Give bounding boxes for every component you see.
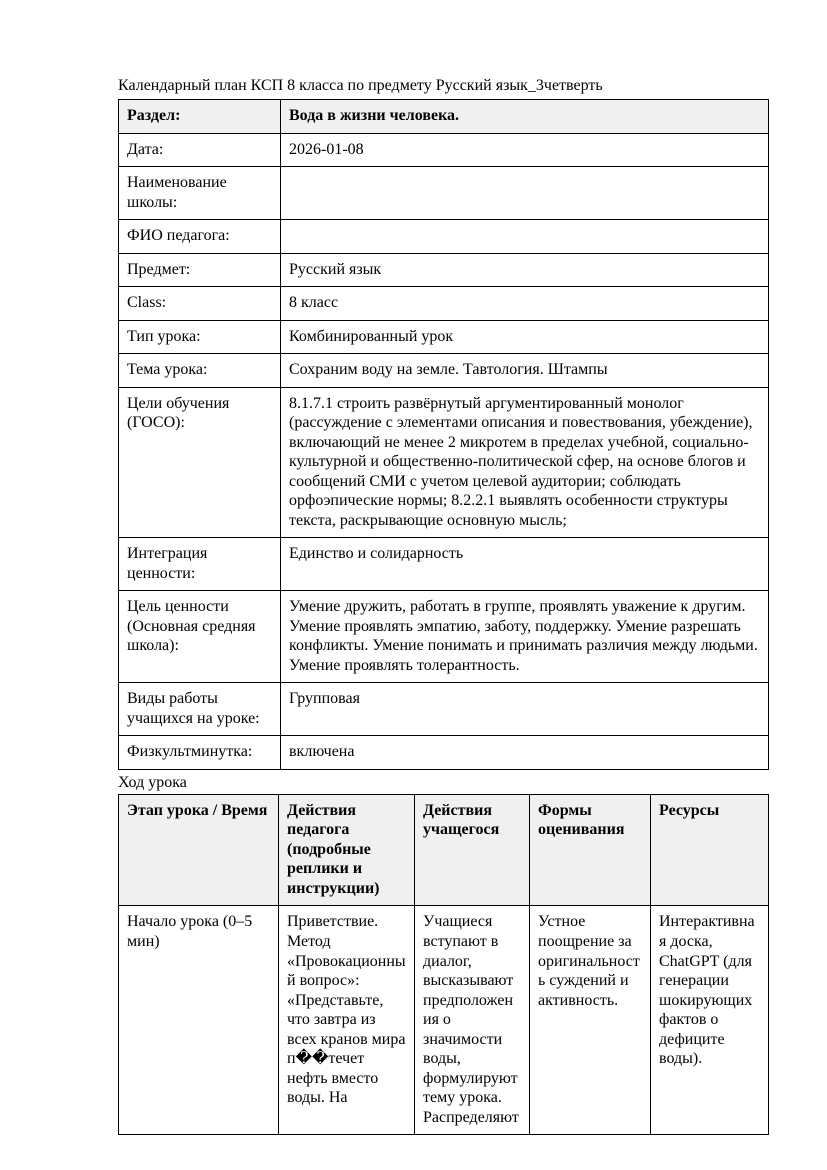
info-value-cell: 8.1.7.1 строить развёрнутый аргументированный монолог (рассуждение с элементами описания и повествования, убеждение), включающий не менее 2 микротем в пределах учебной, социально-культурной и общественно-политической сфер, на основе блогов и сообщений СМИ с учетом целевой аудитории; соблюдать орфоэпические нормы; 8.2.2.1 выявлять особенности структуры текста, раскрывающие основную мысль; xyxy=(281,387,769,538)
info-label-cell: Физкультминутка: xyxy=(119,736,281,770)
info-label-cell: Наименование школы: xyxy=(119,167,281,220)
header-cell-resources: Ресурсы xyxy=(651,794,769,906)
resources-cell: Интерактивная доска, ChatGPT (для генерации шокирующих фактов о дефиците воды). xyxy=(651,906,769,1135)
lesson-flow-header-row xyxy=(119,794,769,906)
info-row-date xyxy=(119,133,769,167)
info-label-cell: Тип урока: xyxy=(119,320,281,354)
info-row-lesson-type xyxy=(119,320,769,354)
info-row-razdel xyxy=(119,100,769,134)
info-label-cell: Цели обучения (ГОСО): xyxy=(119,387,281,538)
info-value-cell: Единство и солидарность xyxy=(281,538,769,591)
info-row-values-goal xyxy=(119,591,769,683)
info-row-values-integration xyxy=(119,538,769,591)
stage-cell: Начало урока (0–5 мин) xyxy=(119,906,279,1135)
info-label-cell: Интеграция ценности: xyxy=(119,538,281,591)
info-row-work-types xyxy=(119,683,769,736)
info-value-cell: 8 класс xyxy=(281,287,769,321)
header-cell-stage: Этап урока / Время xyxy=(119,794,279,906)
info-value-cell: Русский язык xyxy=(281,253,769,287)
info-label-cell: Цель ценности (Основная средняя школа): xyxy=(119,591,281,683)
info-row-phys-minute xyxy=(119,736,769,770)
info-value-cell: Умение дружить, работать в группе, проявлять уважение к другим. Умение проявлять эмпатию, заботу, поддержку. Умение разрешать конфликты. Умение понимать и принимать различия между людьми. Умение проявлять толерантность. xyxy=(281,591,769,683)
teacher-actions-cell: Приветствие. Метод «Провокационный вопрос»: «Представьте, что завтра из всех кранов мира п��течет нефть вместо воды. На xyxy=(279,906,415,1135)
info-row-learning-goals xyxy=(119,387,769,538)
info-label-cell: ФИО педагога: xyxy=(119,220,281,254)
lesson-flow-heading: Ход урока xyxy=(118,773,187,791)
student-actions-cell: Учащиеся вступают в диалог, высказывают предположения о значимости воды, формулируют тему урока. Распределяют xyxy=(415,906,530,1135)
info-value-cell: Комбинированный урок xyxy=(281,320,769,354)
lesson-flow-row-start xyxy=(119,906,769,1135)
lesson-flow-table xyxy=(118,794,769,1135)
info-value-cell: 2026-01-08 xyxy=(281,133,769,167)
document-title: Календарный план КСП 8 класса по предмету Русский язык_3четверть xyxy=(118,77,603,94)
info-label-cell: Class: xyxy=(119,287,281,321)
info-row-lesson-topic xyxy=(119,354,769,388)
info-value-cell xyxy=(281,220,769,254)
info-label-cell: Предмет: xyxy=(119,253,281,287)
header-cell-teacher-actions: Действия педагога (подробные реплики и инструкции) xyxy=(279,794,415,906)
info-row-subject xyxy=(119,253,769,287)
header-cell-student-actions: Действия учащегося xyxy=(415,794,530,906)
info-value-cell: включена xyxy=(281,736,769,770)
info-row-school-name xyxy=(119,167,769,220)
assessment-cell: Устное поощрение за оригинальность суждений и активность. xyxy=(530,906,651,1135)
info-label-cell: Тема урока: xyxy=(119,354,281,388)
info-label-cell: Дата: xyxy=(119,133,281,167)
info-label-cell: Раздел: xyxy=(119,100,281,134)
info-row-class xyxy=(119,287,769,321)
lesson-info-table xyxy=(118,99,769,770)
info-value-cell: Вода в жизни человека. xyxy=(281,100,769,134)
info-value-cell xyxy=(281,167,769,220)
info-value-cell: Групповая xyxy=(281,683,769,736)
info-value-cell: Сохраним воду на земле. Тавтология. Штампы xyxy=(281,354,769,388)
header-cell-assessment: Формы оценивания xyxy=(530,794,651,906)
info-label-cell: Виды работы учащихся на уроке: xyxy=(119,683,281,736)
info-row-teacher-name xyxy=(119,220,769,254)
